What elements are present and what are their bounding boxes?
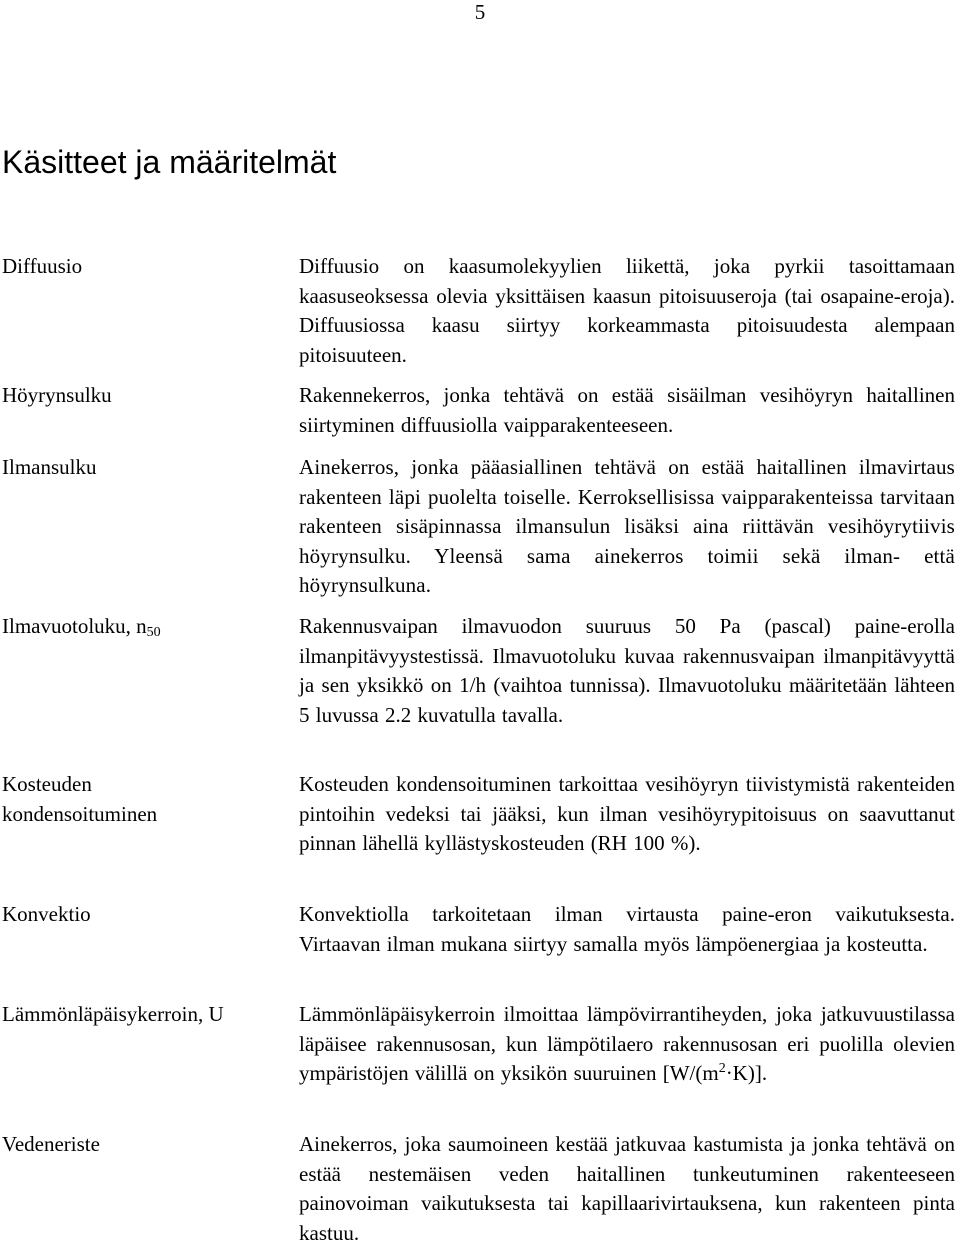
term: Diffuusio <box>2 254 83 278</box>
term <box>2 770 292 829</box>
term-subscript: 50 <box>146 625 161 640</box>
term: Konvektio <box>2 902 91 926</box>
definition: Ainekerros, joka saumoineen kestää jatkuvaa kastumista ja jonka tehtävä on estää nestemäisen veden haitallinen tunkeutuminen rakenteeseen painovoiman vaikutuksesta tai kapillaarivirtauksena, kun rakenteen pinta kastuu. <box>299 1132 955 1245</box>
term-text: Ilmavuotoluku, n <box>2 614 147 638</box>
definition: Kosteuden kondensoituminen tarkoittaa vesihöyryn tiivistymistä rakenteiden pintoihin vedeksi tai jääksi, kun ilman vesihöyrypitoisuus on saavuttanut pinnan lähellä kyllästyskosteuden (RH 100 %). <box>299 772 955 855</box>
definition: Konvektiolla tarkoitetaan ilman virtausta paine-eron vaikutuksesta. Virtaavan ilman mukana siirtyy samalla myös lämpöenergiaa ja kosteutta. <box>299 902 955 956</box>
term: Höyrynsulku <box>2 383 112 407</box>
definition: Rakennusvaipan ilmavuodon suuruus 50 Pa (pascal) paine-erolla ilmanpitävyystestissä. Ilmavuotoluku kuvaa rakennusvaipan ilmanpitävyyttä ja sen yksikkö on 1/h (vaihtoa tunnissa). Ilmavuotoluku määritetään lähteen 5 luvussa 2.2 kuvatulla tavalla. <box>299 614 955 727</box>
term: Lämmönläpäisykerroin, U <box>2 1002 224 1026</box>
term <box>2 612 292 642</box>
term-line: Kosteuden <box>2 772 92 796</box>
definition-text-end: ·K)]. <box>725 1061 768 1085</box>
definition: Diffuusio on kaasumolekyylien liikettä, joka pyrkii tasoittamaan kaasuseoksessa olevia yksittäisen kaasun pitoisuuseroja (tai osapaine-eroja). Diffuusiossa kaasu siirtyy korkeammasta pitoisuudesta alempaan pitoisuuteen. <box>299 254 955 367</box>
definition: Ainekerros, jonka pääasiallinen tehtävä on estää haitallinen ilmavirtaus rakenteen läpi puolelta toiselle. Kerroksellisissa vaipparakenteissa tarvitaan rakenteen sisäpinnassa ilmansulun lisäksi aina riittävän vesihöyrytiivis höyrynsulku. Yleensä sama ainekerros toimii sekä ilman- että höyrynsulkuna. <box>299 455 955 597</box>
page-title: Käsitteet ja määritelmät <box>2 144 337 180</box>
page-number: 5 <box>474 0 486 24</box>
definition-superscript: 2 <box>718 1061 726 1076</box>
term-line: kondensoituminen <box>2 801 158 826</box>
definition-text: Lämmönläpäisykerroin ilmoittaa lämpövirrantiheyden, joka jatkuvuustilassa läpäisee rakennusosan, kun lämpötilaero rakennusosan eri puolilla olevien ympäristöjen välillä on yksikön suuruinen [W/(m <box>299 1002 955 1085</box>
term: Ilmansulku <box>2 455 97 479</box>
definition: Rakennekerros, jonka tehtävä on estää sisäilman vesihöyryn haitallinen siirtyminen diffuusiolla vaipparakenteeseen. <box>299 383 955 437</box>
definition <box>299 1000 955 1089</box>
term: Vedeneriste <box>2 1132 100 1156</box>
